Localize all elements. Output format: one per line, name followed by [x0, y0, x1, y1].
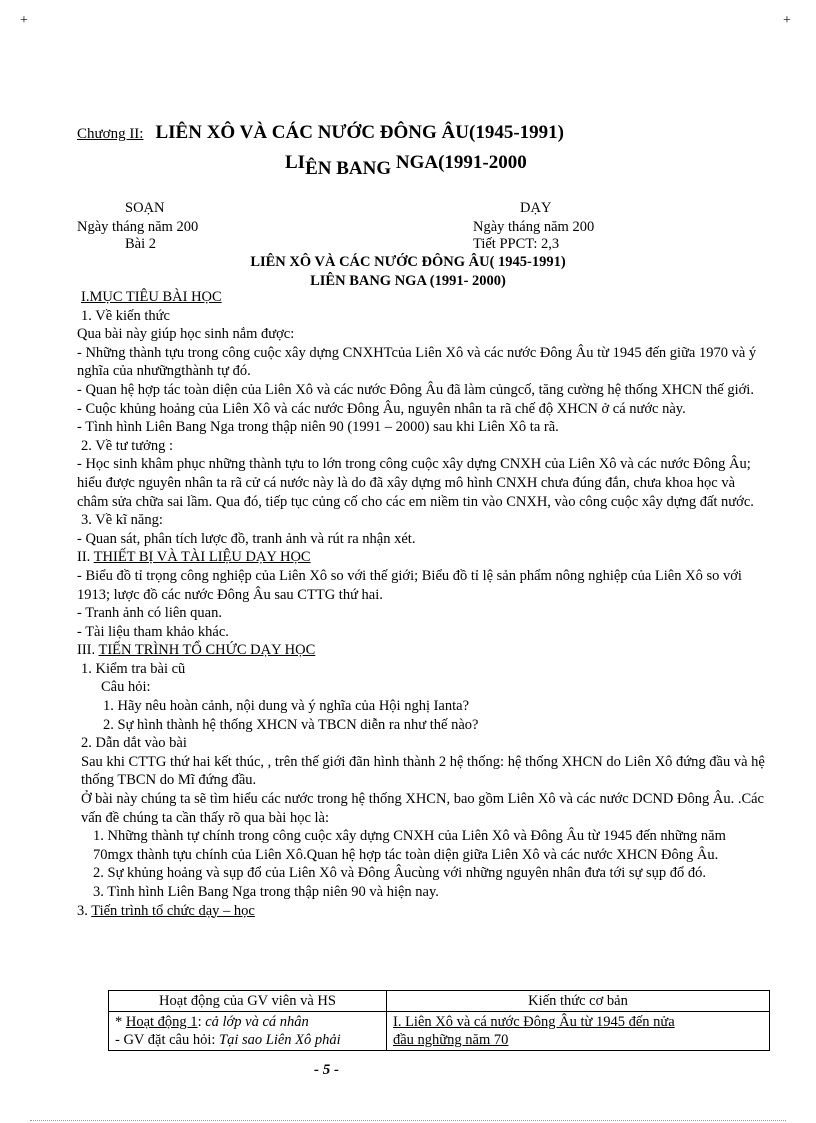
table-header-activities: Hoạt động của GV viên và HS — [109, 991, 387, 1012]
knowledge-heading-line-2: đầu nghững năm 70 — [393, 1032, 509, 1048]
lesson-number: Bài 2 — [125, 236, 157, 252]
activity-1-mode: cả lớp và cá nhân — [205, 1014, 309, 1030]
chapter-subtitle-c: NGA(1991-2000 — [391, 152, 527, 173]
period-number: Tiết PPCT: 2,3 — [473, 236, 560, 252]
section-materials-prefix: II. — [77, 549, 94, 566]
table-cell-knowledge — [387, 1012, 770, 1051]
section-materials-title: THIẾT BỊ VÀ TÀI LIỆU DẠY HỌC — [93, 549, 311, 566]
lead-in-para-2: Ở bài này chúng ta sẽ tìm hiểu các nước trong hệ thống XHCN, bao gồm Liên Xô và các nước DCND Đông Âu. .Các vấn đề chúng ta cần thấy rõ qua bài học là: — [81, 791, 764, 826]
materials-item-3: - Tài liệu tham khảo khác. — [77, 623, 229, 640]
corner-mark-tl: + — [20, 13, 28, 28]
activity-1-line — [115, 1013, 380, 1031]
knowledge-heading-line-1: I. Liên Xô và cá nước Đông Âu từ 1945 đến nửa — [393, 1014, 675, 1030]
section-process-prefix: III. — [77, 642, 99, 659]
review-heading: 1. Kiểm tra bài cũ — [81, 660, 186, 677]
table-header-knowledge: Kiến thức cơ bản — [387, 991, 770, 1012]
corner-mark-tr: + — [783, 13, 791, 28]
lead-in-para-1: Sau khi CTTG thứ hai kết thúc, , trên thế giới đãn hình thành 2 hệ thống: hệ thống XHCN do Liên Xô đứng đầu và hệ thống TBCN do Mĩ đứng đầu. — [81, 753, 765, 789]
page-bottom-rule — [30, 1120, 786, 1121]
activity-1-question-line — [115, 1031, 380, 1049]
section-process-heading — [77, 641, 767, 660]
table-header-row — [109, 991, 770, 1012]
prep-label: SOẠN — [125, 200, 165, 216]
activity-1-question: Tại sao Liên Xô phải — [219, 1032, 341, 1048]
knowledge-item-4: - Tình hình Liên Bang Nga trong thập niên 90 (1991 – 2000) sau khi Liên Xô ta rã. — [77, 419, 559, 436]
activity-1-colon: : — [197, 1014, 206, 1030]
activity-1-star: * — [115, 1014, 126, 1030]
lead-in-point-1: 1. Những thành tự chính trong công cuộc xây dựng CNXH của Liên Xô và Đông Âu từ 1945 đến những năm 70mgx thành tựu chính của Liên Xô.Quan hệ hợp tác toàn diện giữa Liên Xô và các nước XHCN Đông Âu. — [93, 828, 726, 863]
chapter-title: LIÊN XÔ VÀ CÁC NƯỚC ĐÔNG ÂU(1945-1991) — [155, 122, 564, 143]
chapter-label: Chương II: — [77, 126, 144, 142]
lead-in-point-3: 3. Tình hình Liên Bang Nga trong thập niên 90 và hiện nay. — [93, 884, 439, 900]
procedure-title: Tiến trình tổ chức dạy – học — [91, 902, 255, 919]
chapter-subtitle — [285, 152, 527, 179]
review-question-1: 1. Hãy nêu hoàn cảnh, nội dung và ý nghĩa của Hội nghị Ianta? — [103, 698, 470, 715]
teach-date: Ngày tháng năm 200 — [473, 219, 595, 235]
skills-heading: 3. Về kĩ năng: — [81, 512, 163, 529]
teach-label: DẠY — [520, 200, 552, 216]
section-process-title: TIẾN TRÌNH TỔ CHỨC DẠY HỌC — [98, 642, 316, 659]
activity-1-label: Hoạt động 1 — [125, 1014, 198, 1030]
lesson-body — [77, 288, 767, 920]
procedure-prefix: 3. — [77, 902, 92, 919]
knowledge-intro: Qua bài này giúp học sinh nắm được: — [77, 326, 295, 343]
review-questions-label: Câu hỏi: — [101, 679, 151, 696]
attitude-heading: 2. Về tư tưởng : — [81, 437, 173, 454]
skills-item-1: - Quan sát, phân tích lược đồ, tranh ảnh và rút ra nhận xét. — [77, 530, 416, 547]
materials-item-2: - Tranh ảnh có liên quan. — [77, 605, 222, 622]
section-materials-heading — [77, 548, 767, 567]
lead-in-heading: 2. Dẫn dắt vào bài — [81, 735, 187, 752]
prep-date: Ngày tháng năm 200 — [77, 219, 199, 235]
knowledge-heading: 1. Về kiến thức — [81, 307, 170, 324]
materials-item-1: - Biểu đồ tỉ trọng công nghiệp của Liên Xô so với thế giới; Biểu đồ tỉ lệ sản phẩm nông nghiệp của Liên Xô so với 1913; lược đồ các nước Đông Âu sau CTTG thứ hai. — [77, 567, 742, 603]
table-row — [109, 1012, 770, 1051]
page-number: - 5 - — [314, 1062, 339, 1078]
lesson-title-1: LIÊN XÔ VÀ CÁC NƯỚC ĐÔNG ÂU( 1945-1991) — [250, 254, 566, 270]
table-cell-activities — [109, 1012, 387, 1051]
knowledge-item-1: - Những thành tựu trong công cuộc xây dựng CNXHTcủa Liên Xô và các nước Đông Âu từ 1945 đến giữa 1970 và ý nghĩa của nhưữngthành tự đó. — [77, 344, 757, 380]
lead-in-point-2: 2. Sự khủng hoảng và sụp đổ của Liên Xô và Đông Âucùng với những nguyên nhân đưa tới sự sụp đổ đó. — [93, 865, 707, 882]
lesson-title-2: LIÊN BANG NGA (1991- 2000) — [310, 273, 506, 289]
chapter-subtitle-b: ÊN BANG — [305, 158, 392, 179]
activity-1-question-prefix: - GV đặt câu hỏi: — [115, 1032, 220, 1048]
knowledge-item-3: - Cuộc khủng hoảng của Liên Xô và các nước Đông Âu, nguyên nhân ta rã chế độ XHCN ở cá nước này. — [77, 400, 686, 417]
section-objectives-title: I.MỤC TIÊU BÀI HỌC — [81, 289, 222, 305]
knowledge-item-2: - Quan hệ hợp tác toàn diện của Liên Xô và các nước Đông Âu đã làm củngcố, tăng cường hệ thống XHCN thế giới. — [77, 381, 754, 398]
attitude-item-1: - Học sinh khâm phục những thành tựu to lớn trong công cuộc xây dựng CNXH của Liên Xô và các nước Đông Âu; hiểu được nguyên nhân ta rã cử cá nước này là do đã xây dựng mô hình CNXH chưa đúng đắn, chưa khoa học và châm sửa chữa sai lầm. Qua đó, tiếp tục củng cố cho các em niềm tin vào CNXH, vào công cuộc xây dựng đất nước. — [77, 456, 754, 510]
activity-table — [108, 990, 770, 1051]
procedure-heading — [77, 902, 767, 921]
chapter-heading — [77, 122, 564, 144]
review-question-2: 2. Sự hình thành hệ thống XHCN và TBCN diễn ra như thế nào? — [103, 716, 479, 733]
chapter-subtitle-a: LI — [285, 152, 306, 173]
